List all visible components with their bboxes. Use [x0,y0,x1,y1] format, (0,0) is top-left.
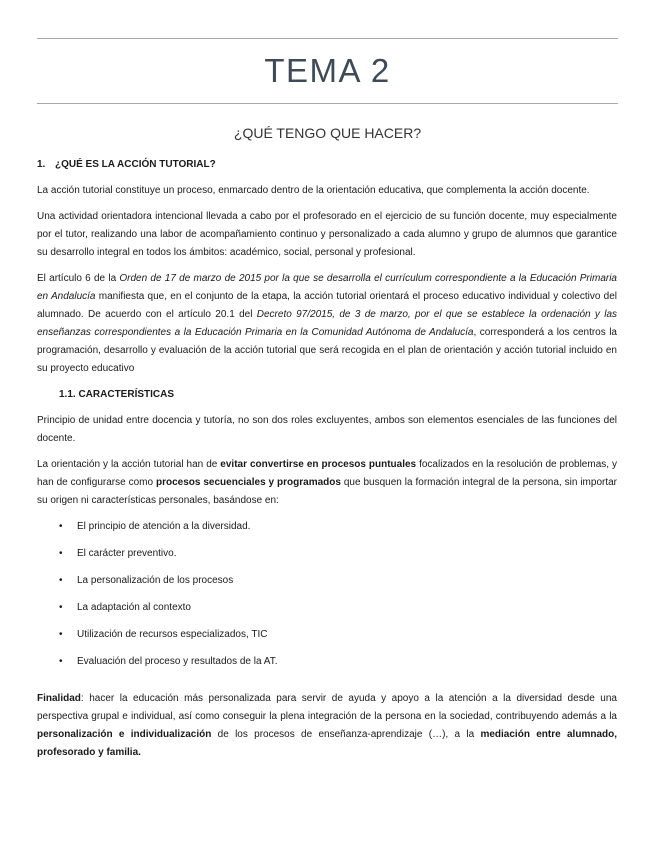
text-run: La orientación y la acción tutorial han de [37,459,221,470]
bottom-rule [37,103,618,104]
bold-text: personalización e individualización [37,729,212,740]
list-item-text: El carácter preventivo. [77,548,177,559]
paragraph: Principio de unidad entre docencia y tutoría, no son dos roles excluyentes, ambos son elementos esenciales de las funciones del docente. [37,415,617,444]
text-run: focalizados en la resolución de problemas, y han de configurarse como [37,459,617,488]
bullet-list [37,518,617,680]
text-run: manifiesta que, en el conjunto de la etapa, la acción tutorial orientará el proceso educativo individual y colectivo del alumnado. De acuerdo con el artículo 20.1 del [37,291,617,320]
bullet-icon: • [59,575,63,586]
list-item-text: El principio de atención a la diversidad. [77,521,251,532]
list-item [37,626,617,653]
list-item [37,572,617,599]
paragraph: La acción tutorial constituye un proceso, enmarcado dentro de la orientación educativa, que complementa la acción docente. [37,185,590,196]
top-rule [37,38,618,39]
text-run: El artículo 6 de la [37,273,120,284]
bold-text: mediación entre alumnado, profesorado y familia. [37,729,618,758]
section-heading-1 [37,156,617,174]
bold-text: Finalidad [37,693,81,704]
list-item-text: La adaptación al contexto [77,602,191,613]
subsection-heading: 1.1. CARACTERÍSTICAS [59,389,175,400]
section-number: 1. [37,159,46,170]
italic-citation: Orden de 17 de marzo de 2015 por la que se desarrolla el currículum correspondiente a la Educación Primaria en Andalucía [37,273,617,302]
list-item [37,599,617,626]
list-item-text: Evaluación del proceso y resultados de la AT. [77,656,278,667]
italic-citation: Decreto 97/2015, de 3 de marzo, por el que se establece la ordenación y las enseñanzas correspondientes a la Educación Primaria en la Comunidad Autónoma de Andalucía [37,309,618,338]
bullet-icon: • [59,602,63,613]
paragraph [37,690,617,762]
bold-text: evitar convertirse en procesos puntuales [220,459,417,470]
page-subtitle: ¿QUÉ TENGO QUE HACER? [233,125,422,141]
list-item-text: Utilización de recursos especializados, TIC [77,629,268,640]
bullet-icon: • [59,629,63,640]
bold-text: procesos secuenciales y programados [155,477,341,488]
bullet-icon: • [59,548,63,559]
text-run: : hacer la educación más personalizada para servir de ayuda y apoyo a la atención a la diversidad desde una perspectiva grupal e individual, así como conseguir la plena integración de la persona en la sociedad, contribuyendo además a la [37,693,617,722]
list-item [37,653,617,680]
text-run: que busquen la formación integral de la persona, sin importar su origen ni características personales, basándose en: [37,477,618,506]
bullet-icon: • [59,656,63,667]
bullet-icon: • [59,521,63,532]
text-run: de los procesos de enseñanza-aprendizaje (…), a la [211,729,481,740]
text-run: , corresponderá a los centros la programación, desarrollo y evaluación de la acción tutorial que será recogida en el plan de orientación y acción tutorial incluido en su proyecto educativo [37,327,617,374]
paragraph: Una actividad orientadora intencional llevada a cabo por el profesorado en el ejercicio de su función docente, muy especialmente por el tutor, realizando una labor de acompañamiento continuo y personalizado a cada alumno y grupo de alumnos que garantice su desarrollo integral en todos los ámbitos: académico, social, personal y profesional. [37,211,617,258]
paragraph [37,270,617,378]
paragraph [37,456,617,510]
list-item [37,518,617,545]
document-body [37,156,617,770]
page-title: TEMA 2 [264,52,391,89]
section-title: ¿QUÉ ES LA ACCIÓN TUTORIAL? [55,159,216,170]
list-item-text: La personalización de los procesos [77,575,234,586]
list-item [37,545,617,572]
